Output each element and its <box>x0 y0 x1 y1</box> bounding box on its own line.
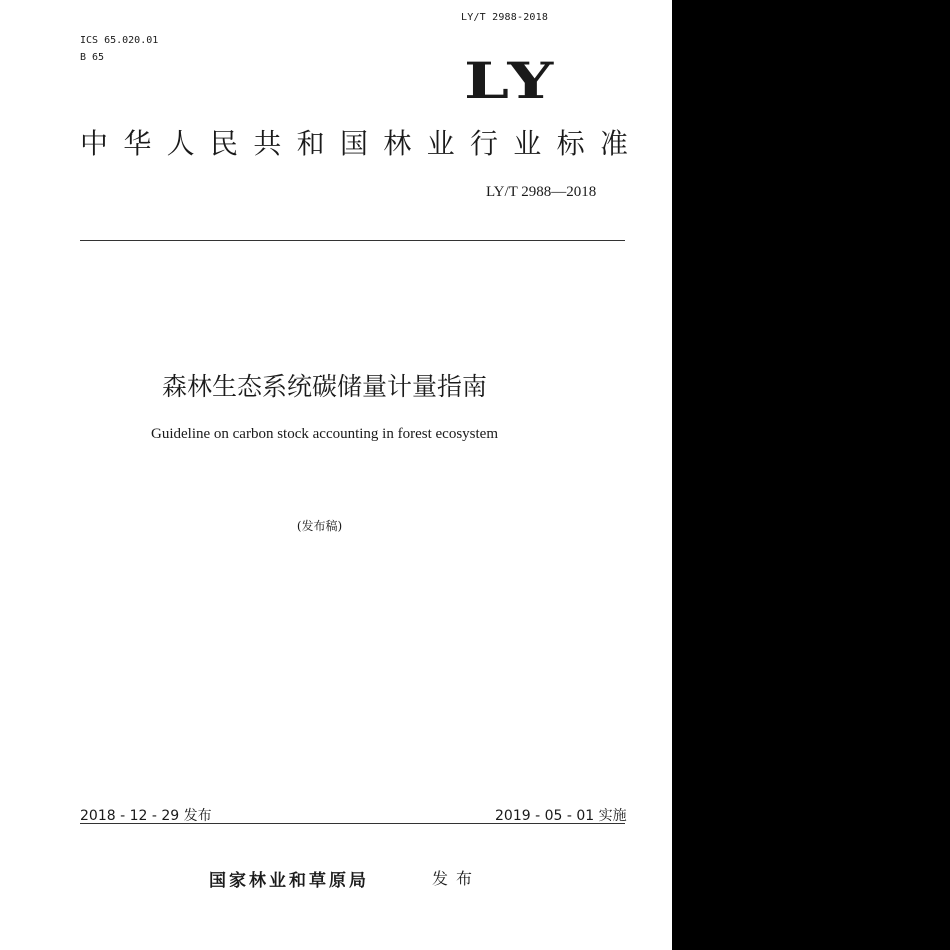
ics-code: ICS 65.020.01 <box>80 35 159 46</box>
standard-type-char: 华 <box>123 127 152 160</box>
header-standard-code: LY/T 2988-2018 <box>461 12 549 23</box>
draft-status: (发布稿) <box>296 519 343 533</box>
ccs-code: B 65 <box>80 52 105 63</box>
bottom-divider <box>80 823 625 824</box>
publisher-name: 国家林业和草原局 <box>209 871 369 891</box>
title-chinese: 森林生态系统碳储量计量指南 <box>161 372 487 401</box>
standard-type-char: 国 <box>339 127 368 160</box>
standard-type-char: 人 <box>166 127 195 160</box>
implementation-date: 2019 - 05 - 01 实施 <box>495 808 627 824</box>
standard-type-char: 民 <box>209 127 238 160</box>
publish-label: 发布 <box>432 869 481 888</box>
standard-type-char: 行 <box>469 127 498 160</box>
standard-type-char: 共 <box>253 127 282 160</box>
standard-type-char: 标 <box>556 127 585 160</box>
standard-type-char: 业 <box>426 127 455 160</box>
standard-type-char: 中 <box>80 127 109 160</box>
scan-margin <box>672 0 950 950</box>
standard-type-title <box>80 127 628 160</box>
ly-logo: LY <box>464 51 556 110</box>
standard-type-char: 林 <box>383 127 412 160</box>
top-divider <box>80 240 625 241</box>
standard-type-char: 准 <box>599 127 628 160</box>
issue-date: 2018 - 12 - 29 发布 <box>80 808 212 824</box>
standard-type-char: 和 <box>296 127 325 160</box>
title-english: Guideline on carbon stock accounting in forest ecosystem <box>151 426 498 442</box>
standard-type-char: 业 <box>513 127 542 160</box>
standard-number: LY/T 2988—2018 <box>486 184 597 200</box>
